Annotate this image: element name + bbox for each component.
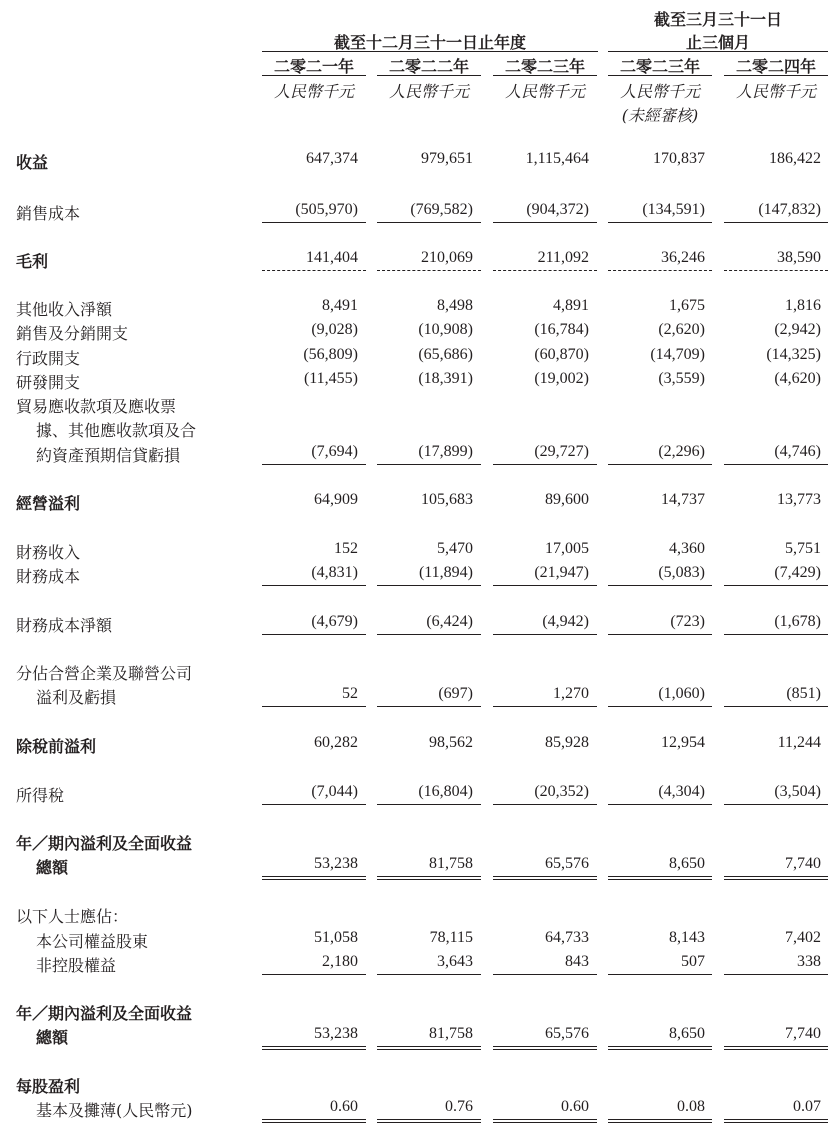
rule-r7-c4	[608, 464, 712, 465]
cell-r5-c1: (56,809)	[303, 346, 358, 363]
cell-r6-c5: (4,620)	[774, 370, 821, 387]
rule-r15-c4	[608, 876, 712, 880]
rule-r19-c1	[262, 1046, 366, 1050]
cell-r19-c5: 7,740	[785, 1025, 821, 1042]
cell-r2-c2: 210,069	[421, 249, 473, 266]
header-fy-rule	[262, 51, 598, 52]
cell-r0-c2: 979,651	[421, 150, 473, 167]
cell-r13-c5: 11,244	[777, 734, 821, 751]
label-equity-shareholders: 本公司權益股東	[36, 932, 149, 951]
cell-r11-c5: (1,678)	[774, 613, 821, 630]
header-year-rule-5	[724, 75, 828, 76]
label-admin-expenses: 行政開支	[16, 349, 81, 368]
cell-r18-c5: 338	[797, 953, 821, 970]
rule-r18-c2	[377, 974, 481, 975]
cell-r2-c3: 211,092	[537, 249, 589, 266]
header-unit-col-1: 人民幣千元	[273, 82, 354, 101]
rule-r15-c5	[724, 876, 828, 880]
label-selling-expenses: 銷售及分銷開支	[16, 324, 129, 343]
cell-r4-c1: (9,028)	[311, 321, 358, 338]
rule-r1-c3	[493, 222, 597, 223]
cell-r17-c4: 8,143	[669, 929, 705, 946]
rule-r10-c2	[377, 585, 481, 586]
cell-r10-c3: (21,947)	[534, 564, 589, 581]
label-profit-before-tax: 除稅前溢利	[16, 737, 97, 756]
rule-r12-c5	[724, 706, 828, 707]
cell-r8-c2: 105,683	[421, 491, 473, 508]
label-other-income: 其他收入淨額	[16, 300, 113, 319]
label-eps-basic-diluted: 基本及攤薄(人民幣元)	[36, 1101, 193, 1120]
label-revenue: 收益	[16, 153, 49, 172]
cell-r3-c2: 8,498	[437, 297, 473, 314]
cell-r17-c5: 7,402	[785, 929, 821, 946]
cell-r1-c3: (904,372)	[526, 201, 589, 218]
header-q-group-line2: 止三個月	[685, 33, 750, 52]
cell-r6-c1: (11,455)	[303, 370, 358, 387]
rule-r1-c1	[262, 222, 366, 223]
rule-r21-c3	[493, 1119, 597, 1123]
label-operating-profit: 經營溢利	[16, 494, 81, 513]
header-unit-col-2: 人民幣千元	[388, 82, 469, 101]
label-non-controlling: 非控股權益	[36, 956, 117, 975]
rule-r2-c3	[493, 270, 597, 271]
cell-r14-c1: (7,044)	[311, 783, 358, 800]
cell-r15-c5: 7,740	[785, 855, 821, 872]
rule-r19-c3	[493, 1046, 597, 1050]
cell-r11-c4: (723)	[670, 613, 705, 630]
rule-r14-c5	[724, 804, 828, 805]
cell-r8-c1: 64,909	[314, 491, 358, 508]
cell-r19-c4: 8,650	[669, 1025, 705, 1042]
cell-r5-c5: (14,325)	[766, 346, 821, 363]
rule-r15-c3	[493, 876, 597, 880]
rule-r7-c1	[262, 464, 366, 465]
cell-r4-c5: (2,942)	[774, 321, 821, 338]
rule-r14-c1	[262, 804, 366, 805]
cell-r14-c2: (16,804)	[418, 783, 473, 800]
rule-r15-c1	[262, 876, 366, 880]
cell-r17-c1: 51,058	[314, 929, 358, 946]
cell-r18-c2: 3,643	[437, 953, 473, 970]
cell-r14-c3: (20,352)	[534, 783, 589, 800]
header-year-col-1: 二零二一年	[273, 57, 354, 76]
rule-r14-c3	[493, 804, 597, 805]
cell-r8-c3: 89,600	[545, 491, 589, 508]
cell-r15-c3: 65,576	[545, 855, 589, 872]
rule-r14-c4	[608, 804, 712, 805]
label-finance-income: 財務收入	[16, 543, 81, 562]
label-total-profit2-line1: 年／期內溢利及全面收益	[16, 1004, 193, 1023]
rule-r10-c5	[724, 585, 828, 586]
cell-r4-c4: (2,620)	[658, 321, 705, 338]
header-year-col-4: 二零二三年	[619, 57, 700, 76]
cell-r19-c2: 81,758	[429, 1025, 473, 1042]
cell-r14-c5: (3,504)	[774, 783, 821, 800]
cell-r8-c4: 14,737	[661, 491, 705, 508]
header-year-rule-1	[262, 75, 366, 76]
cell-r11-c2: (6,424)	[426, 613, 473, 630]
rule-r12-c3	[493, 706, 597, 707]
rule-r15-c2	[377, 876, 481, 880]
cell-r4-c3: (16,784)	[534, 321, 589, 338]
label-attributable-to: 以下人士應佔：	[16, 907, 129, 926]
label-gross-profit: 毛利	[16, 252, 49, 271]
rule-r2-c1	[262, 270, 366, 271]
cell-r2-c5: 38,590	[777, 249, 821, 266]
cell-r9-c1: 152	[334, 540, 358, 557]
label-total-profit-line1: 年／期內溢利及全面收益	[16, 834, 193, 853]
rule-r12-c1	[262, 706, 366, 707]
cell-r11-c3: (4,942)	[542, 613, 589, 630]
label-income-tax: 所得稅	[16, 786, 65, 805]
rule-r14-c2	[377, 804, 481, 805]
header-q-group-line1: 截至三月三十一日	[653, 10, 782, 29]
header-year-rule-2	[377, 75, 481, 76]
cell-r9-c4: 4,360	[669, 540, 705, 557]
cell-r13-c2: 98,562	[429, 734, 473, 751]
cell-r19-c3: 65,576	[545, 1025, 589, 1042]
label-rd-expenses: 研發開支	[16, 373, 81, 392]
rule-r10-c4	[608, 585, 712, 586]
rule-r1-c2	[377, 222, 481, 223]
cell-r13-c3: 85,928	[545, 734, 589, 751]
rule-r11-c5	[724, 634, 828, 635]
header-unit-col-3: 人民幣千元	[504, 82, 585, 101]
cell-r12-c5: (851)	[786, 685, 821, 702]
rule-r7-c5	[724, 464, 828, 465]
label-share-jv-line2: 溢利及虧損	[36, 688, 117, 707]
cell-r3-c1: 8,491	[322, 297, 358, 314]
cell-r21-c4: 0.08	[677, 1098, 705, 1115]
cell-r8-c5: 13,773	[777, 491, 821, 508]
label-cost-of-sales: 銷售成本	[16, 204, 81, 223]
cell-r0-c1: 647,374	[306, 150, 358, 167]
rule-r21-c2	[377, 1119, 481, 1123]
rule-r21-c5	[724, 1119, 828, 1123]
cell-r3-c3: 4,891	[553, 297, 589, 314]
rule-r21-c1	[262, 1119, 366, 1123]
cell-r18-c1: 2,180	[322, 953, 358, 970]
rule-r11-c4	[608, 634, 712, 635]
header-unit-col-5: 人民幣千元	[735, 82, 816, 101]
cell-r7-c5: (4,746)	[774, 443, 821, 460]
cell-r9-c2: 5,470	[437, 540, 473, 557]
header-year-col-3: 二零二三年	[504, 57, 585, 76]
cell-r2-c4: 36,246	[661, 249, 705, 266]
cell-r17-c2: 78,115	[429, 929, 473, 946]
rule-r11-c2	[377, 634, 481, 635]
rule-r19-c4	[608, 1046, 712, 1050]
rule-r12-c4	[608, 706, 712, 707]
cell-r10-c2: (11,894)	[418, 564, 473, 581]
rule-r2-c5	[724, 270, 828, 271]
label-eps: 每股盈利	[16, 1077, 81, 1096]
cell-r0-c5: 186,422	[769, 150, 821, 167]
rule-r11-c1	[262, 634, 366, 635]
cell-r2-c1: 141,404	[306, 249, 358, 266]
cell-r10-c1: (4,831)	[311, 564, 358, 581]
cell-r14-c4: (4,304)	[658, 783, 705, 800]
rule-r10-c3	[493, 585, 597, 586]
cell-r5-c4: (14,709)	[650, 346, 705, 363]
label-total-profit2-line2: 總額	[36, 1028, 69, 1047]
cell-r1-c4: (134,591)	[642, 201, 705, 218]
cell-r15-c1: 53,238	[314, 855, 358, 872]
header-year-rule-3	[493, 75, 597, 76]
rule-r21-c4	[608, 1119, 712, 1123]
cell-r21-c2: 0.76	[445, 1098, 473, 1115]
cell-r1-c5: (147,832)	[758, 201, 821, 218]
cell-r18-c4: 507	[681, 953, 705, 970]
rule-r18-c5	[724, 974, 828, 975]
rule-r1-c5	[724, 222, 828, 223]
cell-r3-c4: 1,675	[669, 297, 705, 314]
cell-r12-c3: 1,270	[553, 685, 589, 702]
header-unit-col-4: 人民幣千元	[619, 82, 700, 101]
label-share-jv-line1: 分佔合營企業及聯營公司	[16, 664, 193, 683]
cell-r17-c3: 64,733	[545, 929, 589, 946]
rule-r7-c3	[493, 464, 597, 465]
cell-r10-c4: (5,083)	[658, 564, 705, 581]
header-year-col-5: 二零二四年	[735, 57, 816, 76]
cell-r6-c4: (3,559)	[658, 370, 705, 387]
cell-r12-c2: (697)	[438, 685, 473, 702]
cell-r10-c5: (7,429)	[774, 564, 821, 581]
header-unaudited: (未經審核)	[621, 106, 699, 125]
cell-r11-c1: (4,679)	[311, 613, 358, 630]
cell-r9-c3: 17,005	[545, 540, 589, 557]
cell-r7-c1: (7,694)	[311, 443, 358, 460]
cell-r7-c3: (29,727)	[534, 443, 589, 460]
label-finance-costs: 財務成本	[16, 567, 81, 586]
cell-r15-c2: 81,758	[429, 855, 473, 872]
cell-r18-c3: 843	[565, 953, 589, 970]
cell-r13-c1: 60,282	[314, 734, 358, 751]
cell-r1-c1: (505,970)	[295, 201, 358, 218]
cell-r6-c3: (19,002)	[534, 370, 589, 387]
rule-r11-c3	[493, 634, 597, 635]
header-fy-group: 截至十二月三十一日止年度	[333, 33, 526, 52]
cell-r7-c2: (17,899)	[418, 443, 473, 460]
cell-r19-c1: 53,238	[314, 1025, 358, 1042]
rule-r1-c4	[608, 222, 712, 223]
cell-r1-c2: (769,582)	[410, 201, 473, 218]
cell-r5-c3: (60,870)	[534, 346, 589, 363]
cell-r13-c4: 12,954	[661, 734, 705, 751]
cell-r7-c4: (2,296)	[658, 443, 705, 460]
header-year-col-2: 二零二二年	[388, 57, 469, 76]
cell-r0-c3: 1,115,464	[525, 150, 589, 167]
rule-r19-c5	[724, 1046, 828, 1050]
rule-r2-c4	[608, 270, 712, 271]
label-ecl-line1: 貿易應收款項及應收票	[16, 397, 177, 416]
header-year-rule-4	[608, 75, 712, 76]
cell-r3-c5: 1,816	[785, 297, 821, 314]
rule-r10-c1	[262, 585, 366, 586]
rule-r18-c3	[493, 974, 597, 975]
rule-r18-c4	[608, 974, 712, 975]
cell-r4-c2: (10,908)	[418, 321, 473, 338]
label-total-profit-line2: 總額	[36, 858, 69, 877]
rule-r18-c1	[262, 974, 366, 975]
header-q-rule	[608, 51, 828, 52]
label-ecl-line3: 約資產預期信貸虧損	[36, 446, 181, 465]
label-ecl-line2: 據、其他應收款項及合	[36, 421, 197, 440]
cell-r12-c1: 52	[342, 685, 358, 702]
cell-r12-c4: (1,060)	[658, 685, 705, 702]
label-net-finance-costs: 財務成本淨額	[16, 616, 113, 635]
cell-r21-c3: 0.60	[561, 1098, 589, 1115]
cell-r21-c5: 0.07	[793, 1098, 821, 1115]
cell-r0-c4: 170,837	[653, 150, 705, 167]
rule-r7-c2	[377, 464, 481, 465]
rule-r19-c2	[377, 1046, 481, 1050]
rule-r12-c2	[377, 706, 481, 707]
cell-r9-c5: 5,751	[785, 540, 821, 557]
rule-r2-c2	[377, 270, 481, 271]
cell-r6-c2: (18,391)	[418, 370, 473, 387]
cell-r21-c1: 0.60	[330, 1098, 358, 1115]
cell-r15-c4: 8,650	[669, 855, 705, 872]
cell-r5-c2: (65,686)	[418, 346, 473, 363]
